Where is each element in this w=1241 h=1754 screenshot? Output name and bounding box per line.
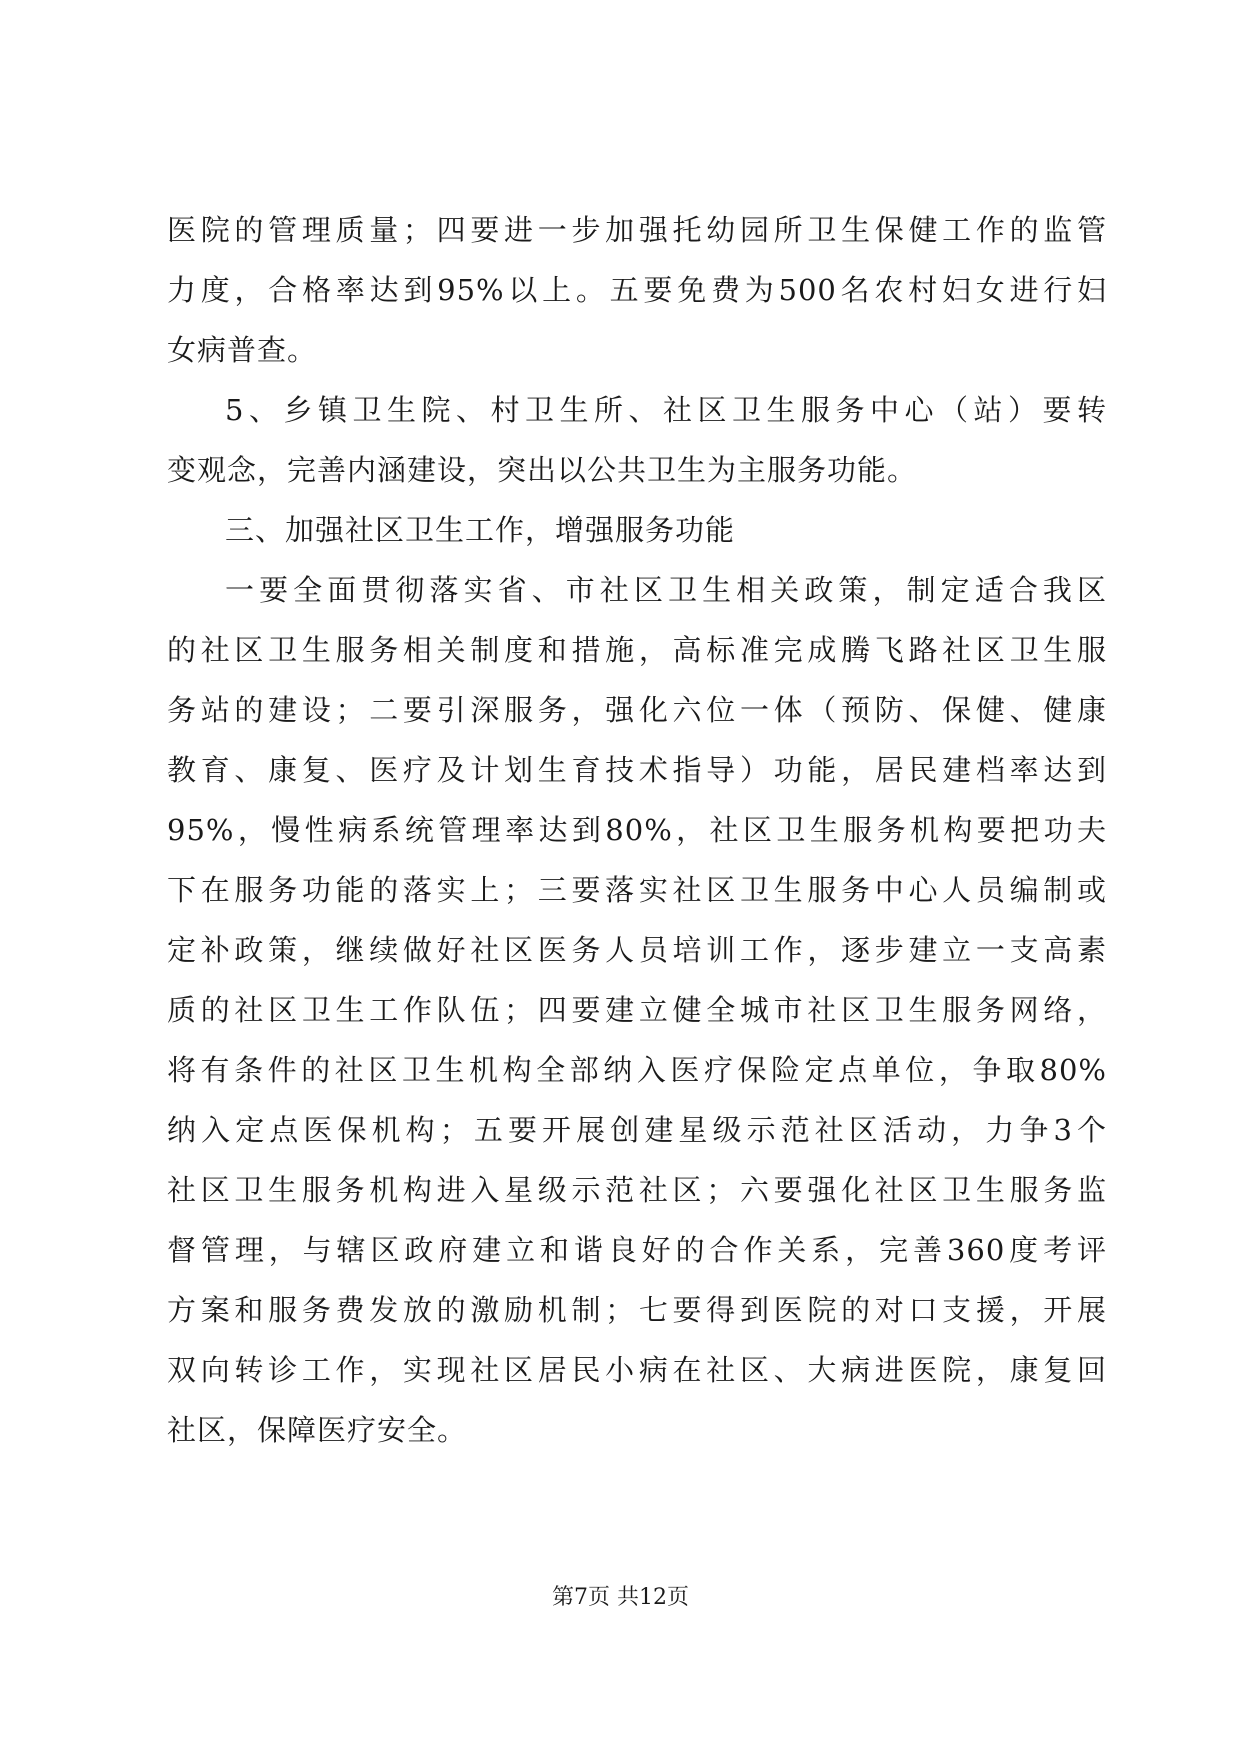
text-line: 的社区卫生服务相关制度和措施，高标准完成腾飞路社区卫生服 [167, 633, 1107, 667]
text-line: 质的社区卫生工作队伍；四要建立健全城市社区卫生服务网络， [167, 993, 1107, 1027]
text-line: 变观念，完善内涵建设，突出以公共卫生为主服务功能。 [167, 453, 918, 487]
paragraph-start-line: 一要全面贯彻落实省、市社区卫生相关政策，制定适合我区 [225, 573, 1107, 607]
text-line: 务站的建设；二要引深服务，强化六位一体（预防、保健、健康 [167, 693, 1107, 727]
text-line: 社区，保障医疗安全。 [167, 1413, 468, 1447]
paragraph-start-line: 5、乡镇卫生院、村卫生所、社区卫生服务中心（站）要转 [225, 393, 1107, 427]
text-line: 95%，慢性病系统管理率达到80%，社区卫生服务机构要把功夫 [167, 813, 1107, 847]
section-heading: 三、加强社区卫生工作，增强服务功能 [225, 513, 736, 547]
text-line: 医院的管理质量；四要进一步加强托幼园所卫生保健工作的监管 [167, 213, 1107, 247]
text-line: 定补政策，继续做好社区医务人员培训工作，逐步建立一支高素 [167, 933, 1107, 967]
text-line: 督管理，与辖区政府建立和谐良好的合作关系，完善360度考评 [167, 1233, 1107, 1267]
text-line: 下在服务功能的落实上；三要落实社区卫生服务中心人员编制或 [167, 873, 1107, 907]
text-line: 双向转诊工作，实现社区居民小病在社区、大病进医院，康复回 [167, 1353, 1107, 1387]
text-line: 教育、康复、医疗及计划生育技术指导）功能，居民建档率达到 [167, 753, 1107, 787]
text-line: 力度，合格率达到95%以上。五要免费为500名农村妇女进行妇 [167, 273, 1107, 307]
text-line: 纳入定点医保机构；五要开展创建星级示范社区活动，力争3个 [167, 1113, 1107, 1147]
text-line: 将有条件的社区卫生机构全部纳入医疗保险定点单位，争取80% [167, 1053, 1107, 1087]
text-line: 方案和服务费发放的激励机制；七要得到医院的对口支援，开展 [167, 1293, 1107, 1327]
text-line: 女病普查。 [167, 333, 318, 367]
page-number-footer: 第7页 共12页 [552, 1585, 689, 1610]
text-line: 社区卫生服务机构进入星级示范社区；六要强化社区卫生服务监 [167, 1173, 1107, 1207]
